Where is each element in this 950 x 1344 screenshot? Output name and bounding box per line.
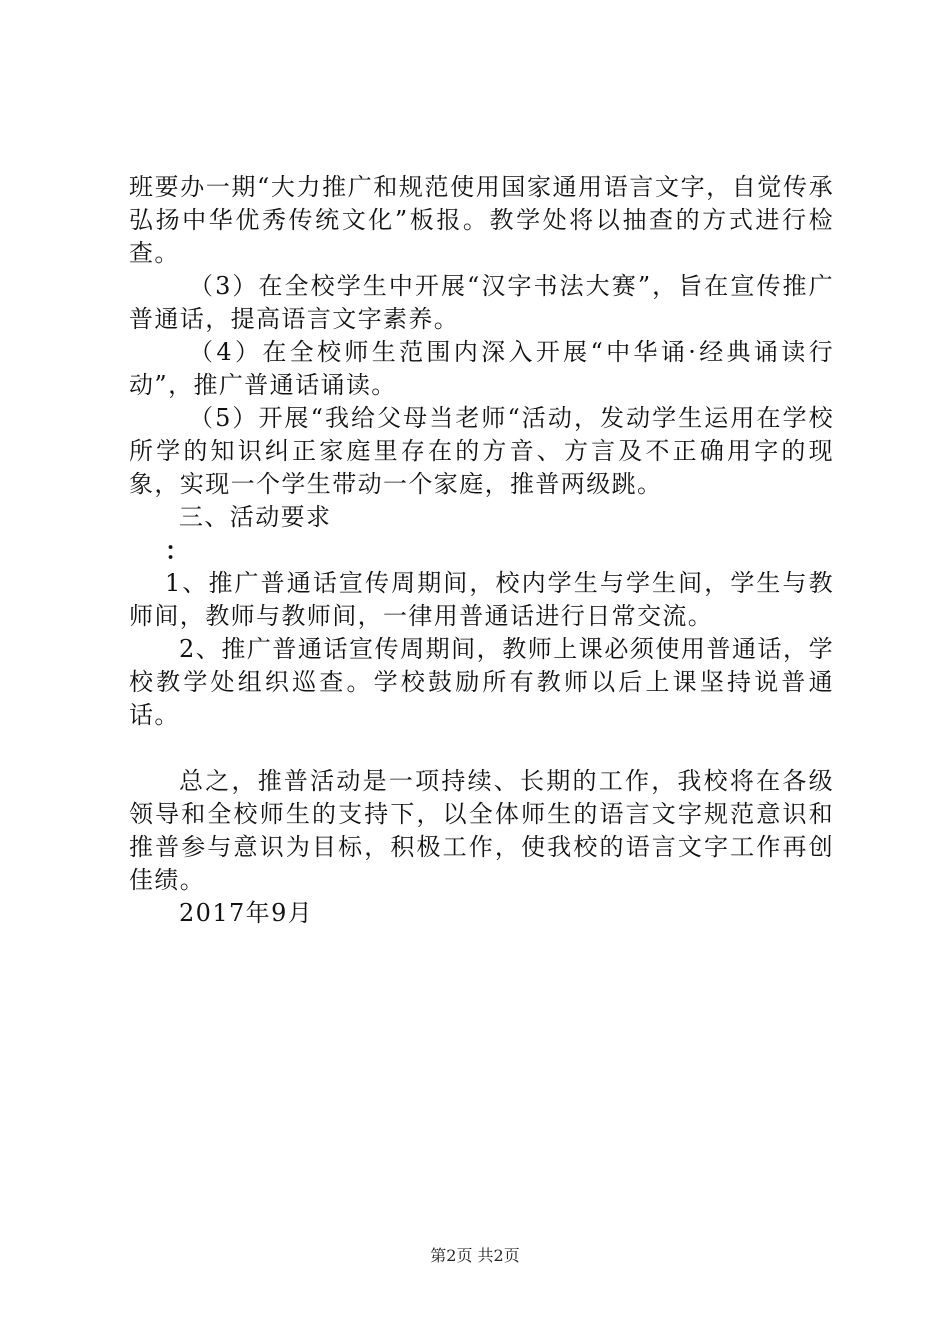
requirement-item-2: 2、推广普通话宣传周期间，教师上课必须使用普通话，学校教学处组织巡查。学校鼓励所有教师以后上课坚持说普通话。 — [129, 635, 834, 729]
paragraph-blackboard-newspaper: 班要办一期“大力推广和规范使用国家通用语言文字，自觉传承弘扬中华优秀传统文化”板报。教学处将以抽查的方式进行检查。 — [129, 173, 834, 267]
paragraph-teach-parents: （5）开展“我给父母当老师“活动，发动学生运用在学校所学的知识纠正家庭里存在的方音、方言及不正确用字的现象，实现一个学生带动一个家庭，推普两级跳。 — [129, 404, 834, 498]
paragraph-classic-reading: （4）在全校师生范围内深入开展“中华诵·经典诵读行动”，推广普通话诵读。 — [129, 338, 834, 399]
colon-line: ： — [165, 536, 191, 565]
page-number-footer: 第2页 共2页 — [430, 1246, 520, 1265]
paragraph-spacer — [129, 732, 834, 765]
paragraph-calligraphy-contest: （3）在全校学生中开展“汉字书法大赛”，旨在宣传推广普通话，提高语言文字素养。 — [129, 272, 834, 333]
document-date: 2017年9月 — [179, 899, 314, 927]
paragraph-conclusion: 总之，推普活动是一项持续、长期的工作，我校将在各级领导和全校师生的支持下，以全体师生的语言文字规范意识和推普参与意识为目标，积极工作，使我校的语言文字工作再创佳绩。 — [129, 767, 834, 894]
document-body — [129, 171, 834, 930]
requirement-item-1: 1、推广普通话宣传周期间，校内学生与学生间，学生与教师间，教师与教师间，一律用普通话进行日常交流。 — [129, 569, 834, 630]
section-heading-requirements: 三、活动要求 — [179, 503, 332, 531]
